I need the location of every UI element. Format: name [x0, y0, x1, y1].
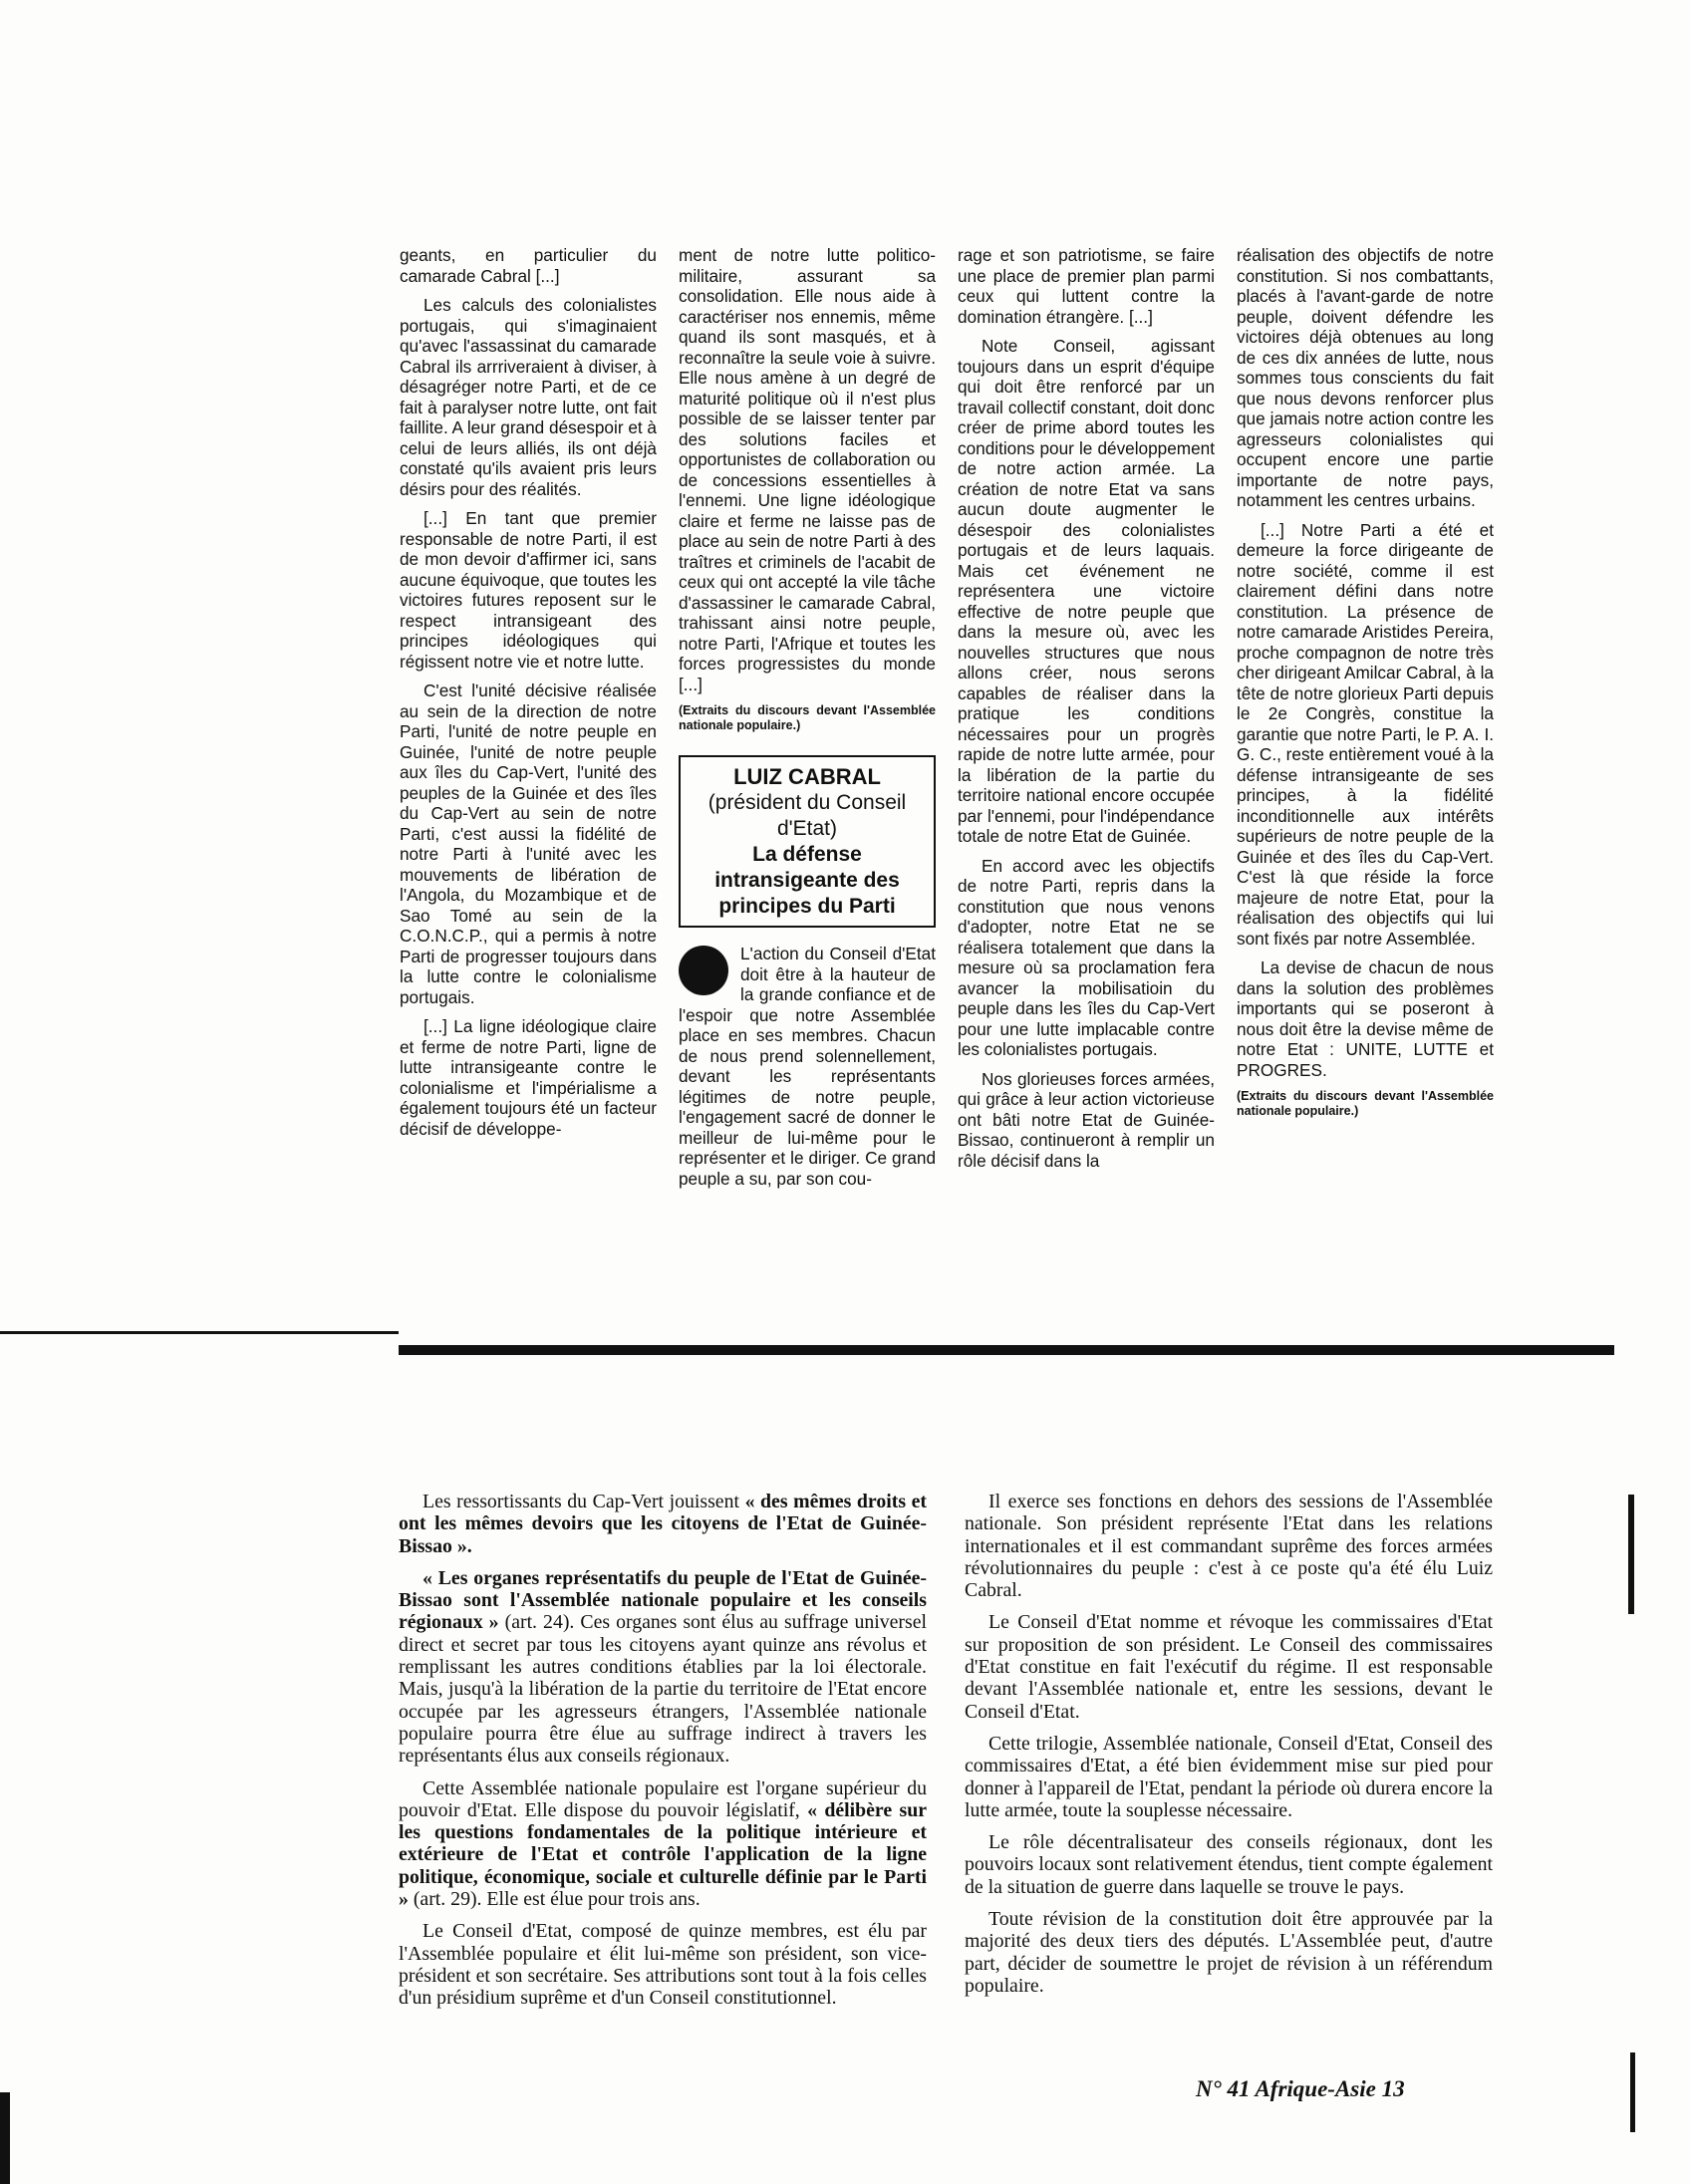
text: (art. 29). Elle est élue pour trois ans.	[408, 1888, 701, 1911]
text: Les ressortissants du Cap-Vert jouissent	[422, 1491, 745, 1512]
scan-edge-mark	[1630, 2052, 1635, 2132]
bottom-column-right	[965, 1491, 1493, 2007]
text: Le Conseil d'Etat, composé de quinze membres, est élu par l'Assemblée populaire et élit lui-même son président, son vice-président et son secrétaire. Ses attributions sont tout à la fois celles d'un présidium suprême et d'un Conseil constitutionnel.	[399, 1920, 927, 2010]
separator-rule-left	[0, 1331, 399, 1334]
paragraph	[399, 1567, 927, 1768]
paragraph	[399, 1777, 927, 1911]
bold-text: « des mêmes droits et ont les mêmes devoirs que les citoyens de l'Etat de Guinée-Bissao ».	[399, 1491, 927, 1557]
speaker-role: (président du Conseil d'Etat)	[707, 791, 907, 840]
paragraph: réalisation des objectifs de notre constitution. Si nos combattants, placés à l'avant-garde de notre peuple, doivent défendre les victoires déjà obtenues au long de ces dix années de lutte, nous sommes tous conscients du fait que nous devons renforcer plus que jamais notre action contre les agresseurs colonialistes qui occupent encore une partie importante de notre pays, notamment les centres urbains.	[1237, 245, 1494, 510]
speaker-box	[679, 755, 936, 928]
paragraph: C'est l'unité décisive réalisée au sein de la direction de notre Parti, l'unité de notre peuple en Guinée, l'unité de notre peuple aux îles du Cap-Vert, l'unité des peuples de la Guinée et des îles du Cap-Vert au sein de notre Parti, c'est aussi la fidélité de notre Parti à l'unité avec les mouvements de libération de l'Angola, du Mozambique et de Sao Tomé au sein de la C.O.N.C.P., qui a permis à notre Parti de progresser toujours dans la lutte contre le colonialisme portugais.	[400, 681, 657, 1007]
paragraph: Note Conseil, agissant toujours dans un esprit d'équipe qui doit être renforcé par un travail collectif constant, doit donc créer de prime abord toutes les conditions pour le développement de notre action armée. La création de notre Etat va sans aucun doute augmenter le désespoir des colonialistes portugais et de leurs laquais. Mais cet événement ne représentera une victoire effective de notre peuple que dans la mesure où, avec les nouvelles structures que nous allons créer, nous serons capables de réaliser dans la pratique les conditions nécessaires pour un progrès rapide de notre lutte armée, pour la libération de la partie du territoire national encore occupée par l'ennemi, pour l'indépendance totale de notre Etat de Guinée.	[958, 336, 1215, 846]
text: (art. 24). Ces organes sont élus au suffrage universel direct et secret par tous les citoyens ayant quinze ans révolus et remplissant les autres conditions établies par la loi électorale. Mais, jusqu'à la libération de la partie du territoire de l'Etat encore occupée par les agresseurs étrangers, l'Assemblée nationale populaire pourra être élue au suffrage indirect à travers les représentants élus aux conseils régionaux.	[399, 1611, 927, 1768]
paragraph: [...] Notre Parti a été et demeure la force dirigeante de notre société, comme il est clairement défini dans notre constitution. La présence de notre camarade Aristides Pereira, proche compagnon de notre très cher dirigeant Amilcar Cabral, à la tête de notre glorieux Parti depuis le 2e Congrès, constitue la garantie que notre Parti, le P. A. I. G. C., reste entièrement voué à la défense intransigeante de ses principes, à la fidélité inconditionnelle aux intérêts supérieurs de notre peuple de la Guinée et des îles du Cap-Vert. C'est là que réside la force majeure de notre Etat, pour la réalisation des objectifs qui lui sont fixés par notre Assemblée.	[1237, 519, 1494, 949]
speaker-name: LUIZ CABRAL	[733, 764, 881, 789]
speech-title: La défense intransigeante des principes du Parti	[714, 843, 900, 918]
paragraph: Cette trilogie, Assemblée nationale, Conseil d'Etat, Conseil des commissaires d'Etat, a été bien évidemment mise sur pied pour donner à l'appareil de l'Etat, pendant la période où durera encore la lutte armée, toute la souplesse nécessaire.	[965, 1732, 1493, 1821]
paragraph: [...] La ligne idéologique claire et ferme de notre Parti, ligne de lutte intransigeante contre le colonialisme et l'impérialisme a également toujours été un facteur décisif de développe-	[400, 1016, 657, 1139]
paragraph: rage et son patriotisme, se faire une place de premier plan parmi ceux qui luttent contre la domination étrangère. [...]	[958, 245, 1215, 327]
paragraph: Le Conseil d'Etat nomme et révoque les commissaires d'Etat sur proposition de son président. Le Conseil des commissaires d'Etat constitue en fait l'exécutif du régime. Il est responsable devant l'Assemblée nationale et, entre les sessions, devant le Conseil d'Etat.	[965, 1611, 1493, 1723]
column-4	[1237, 245, 1494, 1128]
bold-text: « Les organes représentatifs du peuple de l'Etat de Guinée-Bissao sont l'Assemblée nationale populaire et les conseils régionaux »	[399, 1566, 927, 1634]
scan-edge-mark	[1628, 1495, 1634, 1614]
paragraph: Les calculs des colonialistes portugais, qui s'imaginaient qu'avec l'assassinat du camarade Cabral ils arrriveraient à diviser, à désagréger notre Parti, et de ce fait à paralyser notre lutte, ont fait faillite. A leur grand désespoir et à celui de leurs alliés, ils ont déjà constaté qu'ils avaient pris leurs désirs pour des réalités.	[400, 295, 657, 499]
scan-corner-mark	[0, 2092, 10, 2184]
paragraph: Toute révision de la constitution doit être approuvée par la majorité des deux tiers des députés. L'Assemblée peut, d'autre part, décider de soumettre le projet de révision à un référendum populaire.	[965, 1908, 1493, 1997]
paragraph: En accord avec les objectifs de notre Parti, repris dans la constitution que nous venons d'adopter, notre Etat ne se réalisera totalement que dans la mesure où sa proclamation fera avancer la mobilisatioin du peuple dans les îles du Cap-Vert pour une lutte implacable contre les colonialistes portugais.	[958, 855, 1215, 1059]
paragraph: Il exerce ses fonctions en dehors des sessions de l'Assemblée nationale. Son président représente l'Etat dans les relations internationales et il est commandant suprême des forces armées révolutionnaires du peuple : c'est à ce poste qu'a été élu Luiz Cabral.	[965, 1491, 1493, 1602]
text: Cette Assemblée nationale populaire est l'organe supérieur du pouvoir d'Etat. Elle dispose du pouvoir législatif,	[399, 1776, 927, 1821]
paragraph: La devise de chacun de nous dans la solution des problèmes importants qui se poseront à nous doit être la devise même de notre Etat : UNITE, LUTTE et PROGRES.	[1237, 957, 1494, 1080]
paragraph: Nos glorieuses forces armées, qui grâce à leur action victorieuse ont bâti notre Etat de Guinée-Bissao, continueront à remplir un rôle décisif dans la	[958, 1068, 1215, 1171]
column-3	[958, 245, 1215, 1180]
bottom-column-left	[399, 1491, 927, 2020]
paragraph: ment de notre lutte politico-militaire, assurant sa consolidation. Elle nous aide à caractériser nos ennemis, même quand ils sont masqués, et à reconnaître la seule voie à suivre. Elle nous amène à un degré de maturité politique où il n'est plus possible de se laisser tenter par des solutions faciles et opportunistes de collaboration ou de concessions essentielles à l'ennemi. Une ligne idéologique claire et ferme ne laisse pas de place au sein de notre Parti à des traîtres et criminels de l'acabit de ceux qui ont accepté la vile tâche d'assassiner le camarade Cabral, trahissant ainsi notre peuple, notre Parti, l'Afrique et toutes les forces progressistes du monde [...]	[679, 245, 936, 694]
column-2	[679, 245, 936, 1198]
paragraph	[399, 1920, 927, 2009]
separator-rule-thick	[399, 1345, 1614, 1355]
paragraph: [...] En tant que premier responsable de notre Parti, il est de mon devoir d'affirmer ici, sans aucune équivoque, que toutes les victoires futures reposent sur le respect intransigeant des principes idéologiques qui régissent notre vie et notre lutte.	[400, 508, 657, 672]
bold-text: « délibère sur les questions fondamentales de la politique intérieure et extérieure de l'Etat et contrôle l'application de la ligne politique, économique, sociale et culturelle définie par le Parti »	[399, 1798, 927, 1911]
paragraph	[399, 1491, 927, 1557]
source-note: (Extraits du discours devant l'Assemblée nationale populaire.)	[1237, 1089, 1494, 1118]
source-note: (Extraits du discours devant l'Assemblée nationale populaire.)	[679, 703, 936, 732]
paragraph	[679, 944, 936, 1189]
column-1	[400, 245, 657, 1148]
page-footer: N° 41 Afrique-Asie 13	[1196, 2076, 1405, 2101]
paragraph: Le rôle décentralisateur des conseils régionaux, dont les pouvoirs locaux sont relativement étendus, tient compte également de la situation de guerre dans laquelle se trouve le pays.	[965, 1831, 1493, 1898]
paragraph-text: L'action du Conseil d'Etat doit être à la hauteur de la grande confiance et de l'espoir que notre Assemblée place en ses membres. Chacun de nous prend solennellement, devant les représentants légitimes de notre peuple, l'engagement sacré de donner le meilleur de lui-même pour le représenter et le diriger. Ce grand peuple a su, par son cou-	[679, 944, 936, 1189]
paragraph: geants, en particulier du camarade Cabral [...]	[400, 245, 657, 286]
bullet-dot	[679, 946, 728, 995]
